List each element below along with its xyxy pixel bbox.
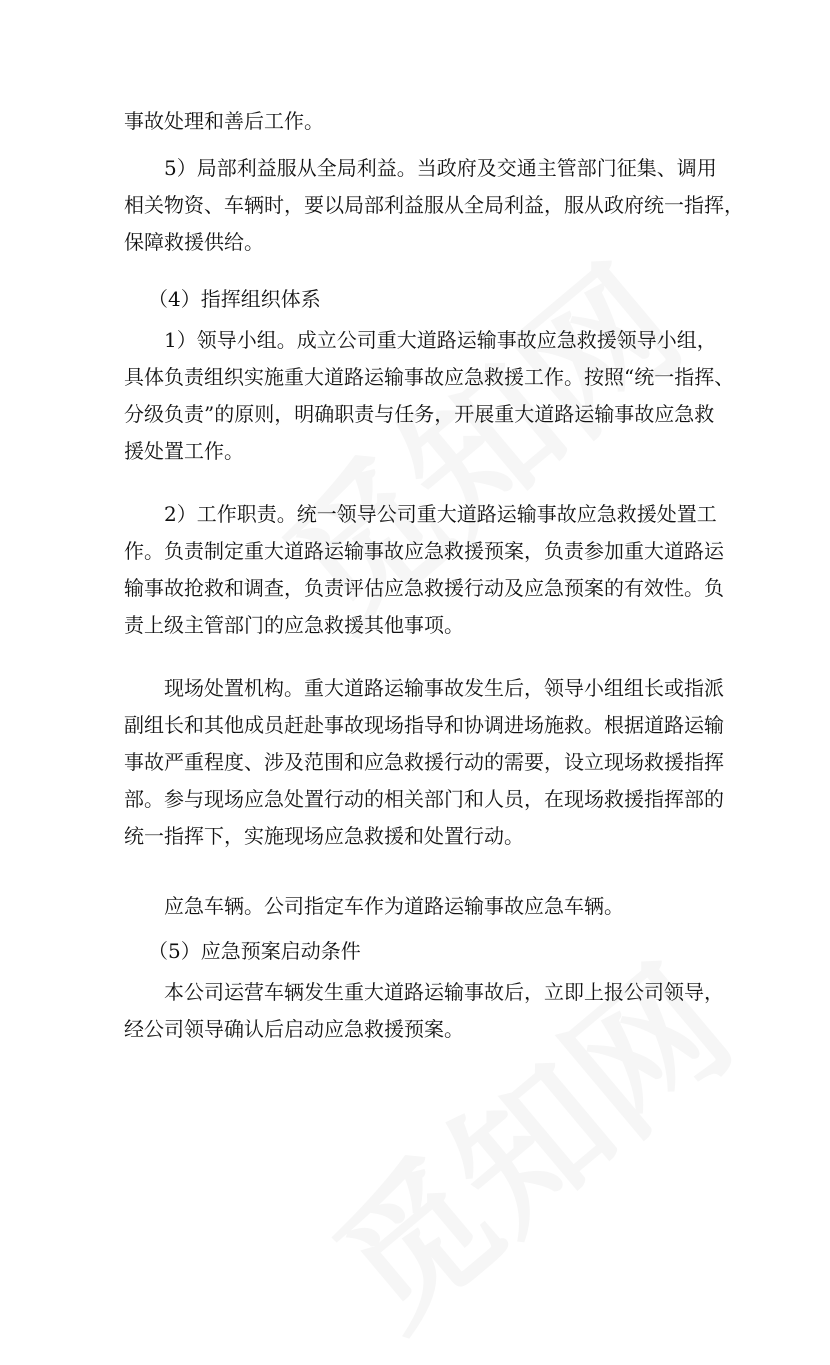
text-line: 统一指挥下，实施现场应急救援和处置行动。 (124, 824, 524, 848)
text-line: 本公司运营车辆发生重大道路运输事故后，立即上报公司领导， (164, 980, 724, 1004)
text-line: 经公司领导确认后启动应急救援预案。 (124, 1017, 464, 1041)
text-line: 事故处理和善后工作。 (124, 109, 324, 133)
text-line: 5）局部利益服从全局利益。当政府及交通主管部门征集、调用 (164, 156, 717, 180)
text-line: 责上级主管部门的应急救援其他事项。 (124, 613, 464, 637)
text-line: 援处置工作。 (124, 439, 244, 463)
text-line: 部。参与现场应急处置行动的相关部门和人员，在现场救援指挥部的 (124, 787, 724, 811)
section-heading-4: （4）指挥组织体系 (148, 287, 321, 311)
paragraph-continuation (124, 103, 706, 140)
paragraph-onsite-agency (124, 670, 724, 855)
text-line: 相关物资、车辆时，要以局部利益服从全局利益，服从政府统一指挥， (124, 193, 744, 217)
paragraph-work-duties (124, 496, 724, 644)
section-heading-5: （5）应急预案启动条件 (148, 939, 361, 963)
text-line: 1）领导小组。成立公司重大道路运输事故应急救援领导小组， (164, 328, 717, 352)
paragraph-start-conditions (124, 974, 724, 1048)
text-line: 副组长和其他成员赶赴事故现场指导和协调进场施救。根据道路运输 (124, 713, 724, 737)
text-line: 事故严重程度、涉及范围和应急救援行动的需要，设立现场救援指挥 (124, 750, 724, 774)
paragraph-leadership-group (124, 322, 735, 470)
text-line: 作。负责制定重大道路运输事故应急救援预案，负责参加重大道路运 (124, 539, 724, 563)
text-line: 现场处置机构。重大道路运输事故发生后，领导小组组长或指派 (164, 676, 724, 700)
paragraph-item-5 (124, 150, 744, 261)
text-line: 2）工作职责。统一领导公司重大道路运输事故应急救援处置工 (164, 502, 717, 526)
text-line: 输事故抢救和调查，负责评估应急救援行动及应急预案的有效性。负 (124, 576, 724, 600)
text-line: 分级负责”的原则，明确职责与任务，开展重大道路运输事故应急救 (124, 402, 715, 426)
text-line: 应急车辆。公司指定车作为道路运输事故应急车辆。 (164, 894, 624, 918)
text-line: 保障救援供给。 (124, 230, 264, 254)
text-line: 具体负责组织实施重大道路运输事故应急救援工作。按照“统一指挥、 (124, 365, 735, 389)
paragraph-emergency-vehicle (124, 888, 706, 925)
